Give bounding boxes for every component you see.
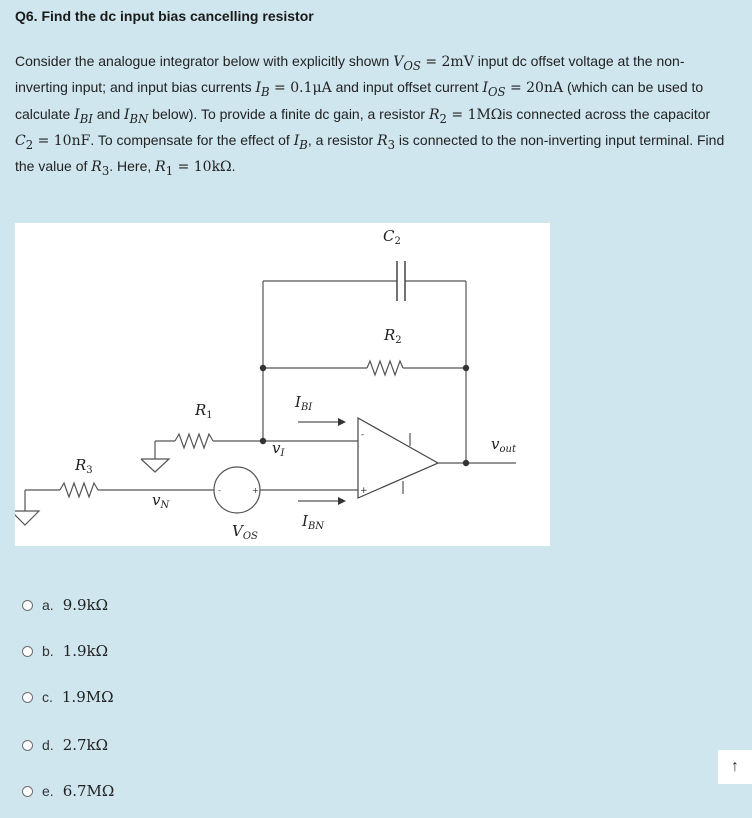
arrowhead (338, 418, 346, 426)
op-amp (358, 418, 438, 498)
arrow-up-icon: ↑ (731, 758, 739, 775)
option-letter: d. (42, 737, 54, 753)
resistor-r2 (367, 361, 403, 375)
math-ibn: I (124, 106, 130, 123)
text-segment: is connected across the capacitor (502, 105, 711, 122)
label-vi: $v_I$ (272, 439, 285, 459)
label-ibn: $I_{BN}$ (302, 512, 325, 532)
text-segment: . Here, (109, 158, 156, 175)
text-segment: and (92, 105, 124, 122)
math-r1: R (155, 159, 166, 176)
radio-button[interactable] (22, 646, 33, 657)
scroll-to-top-button[interactable] (718, 750, 752, 784)
text-segment: . To compensate for the effect of (90, 131, 294, 148)
label-plus: + (360, 486, 368, 496)
math-value: = 2mV (420, 54, 474, 70)
radio-button[interactable] (22, 786, 33, 797)
vos-plus: + (252, 486, 259, 495)
text-segment: is connected to the non-inverting input terminal. Find the value of (15, 131, 725, 175)
question-title: Q6. Find the dc input bias cancelling resistor (15, 8, 314, 24)
question-text (15, 51, 730, 182)
option-value: 2.7kΩ (62, 736, 109, 754)
option-c[interactable] (22, 687, 114, 707)
radio-button[interactable] (22, 600, 33, 611)
node (463, 460, 469, 466)
resistor-r3 (60, 483, 98, 497)
ground-symbol (15, 511, 39, 525)
option-b[interactable] (22, 641, 108, 661)
label-vn: $v_N$ (152, 491, 170, 511)
radio-button[interactable] (22, 692, 33, 703)
text-segment: and input offset current (331, 79, 483, 96)
math-sub: BI (79, 111, 93, 126)
math-value: = 20nA (505, 80, 564, 97)
math-ios: I (482, 80, 488, 97)
arrowhead (338, 497, 346, 505)
circuit-diagram (15, 223, 550, 546)
math-r3: R (91, 159, 102, 176)
option-letter: c. (42, 689, 53, 705)
math-value: = 10kΩ (173, 159, 232, 176)
option-letter: e. (42, 783, 54, 799)
label-r2: $R_2$ (384, 326, 402, 346)
label-ibi: $I_{BI}$ (295, 393, 313, 413)
nodes (260, 365, 469, 505)
math-ibi: I (74, 106, 80, 123)
math-sub: BN (129, 111, 149, 126)
math-ib: I (293, 132, 300, 149)
option-letter: a. (42, 597, 54, 613)
option-letter: b. (42, 643, 54, 659)
option-e[interactable] (22, 781, 114, 801)
math-ib: I (255, 80, 262, 97)
text-segment: below). To provide a finite dc gain, a resistor (148, 105, 429, 122)
text-segment: input dc offset voltage at the non-inverting input; and input bias currents (15, 53, 685, 96)
text-segment: . (231, 158, 236, 175)
node (260, 365, 266, 371)
math-sub: 3 (101, 163, 110, 178)
math-value: = 0.1μA (269, 80, 332, 97)
math-r3: R (377, 132, 388, 149)
option-a[interactable] (22, 595, 108, 615)
text-segment: , a resistor (307, 131, 378, 148)
option-value: 6.7MΩ (62, 782, 115, 800)
math-sub: 1 (165, 163, 174, 178)
resistor-r1 (175, 434, 213, 448)
vos-minus: - (218, 486, 221, 495)
math-sub: OS (487, 85, 506, 100)
math-r2: R (428, 106, 440, 123)
option-value: 1.9kΩ (62, 642, 109, 660)
text-segment: (which can be used to calculate (15, 79, 704, 122)
math-value: = 1MΩ (446, 106, 503, 123)
text-segment: Consider the analogue integrator below with explicitly shown (15, 53, 394, 69)
label-vout: $v_{out}$ (491, 435, 516, 455)
label-vos: $V_{OS}$ (232, 522, 258, 542)
circuit-svg (15, 223, 550, 546)
math-sub: B (261, 85, 270, 100)
math-sub: 2 (439, 111, 447, 126)
math-sub: OS (403, 58, 421, 73)
math-c2: C (15, 132, 26, 149)
math-sub: B (299, 137, 308, 152)
radio-button[interactable] (22, 740, 33, 751)
math-sub: 3 (387, 137, 396, 152)
node (463, 365, 469, 371)
label-r3: $R_3$ (75, 456, 93, 476)
math-sub: 2 (25, 137, 34, 152)
node (260, 438, 266, 444)
ground-symbol (141, 459, 169, 472)
math-vos: V (393, 54, 404, 70)
option-value: 1.9MΩ (61, 688, 114, 706)
label-c2: $C_2$ (383, 227, 401, 247)
option-value: 9.9kΩ (62, 596, 109, 614)
label-minus: - (361, 430, 365, 440)
math-value: = 10nF (33, 132, 91, 149)
label-r1: $R_1$ (195, 401, 213, 421)
option-d[interactable] (22, 735, 108, 755)
